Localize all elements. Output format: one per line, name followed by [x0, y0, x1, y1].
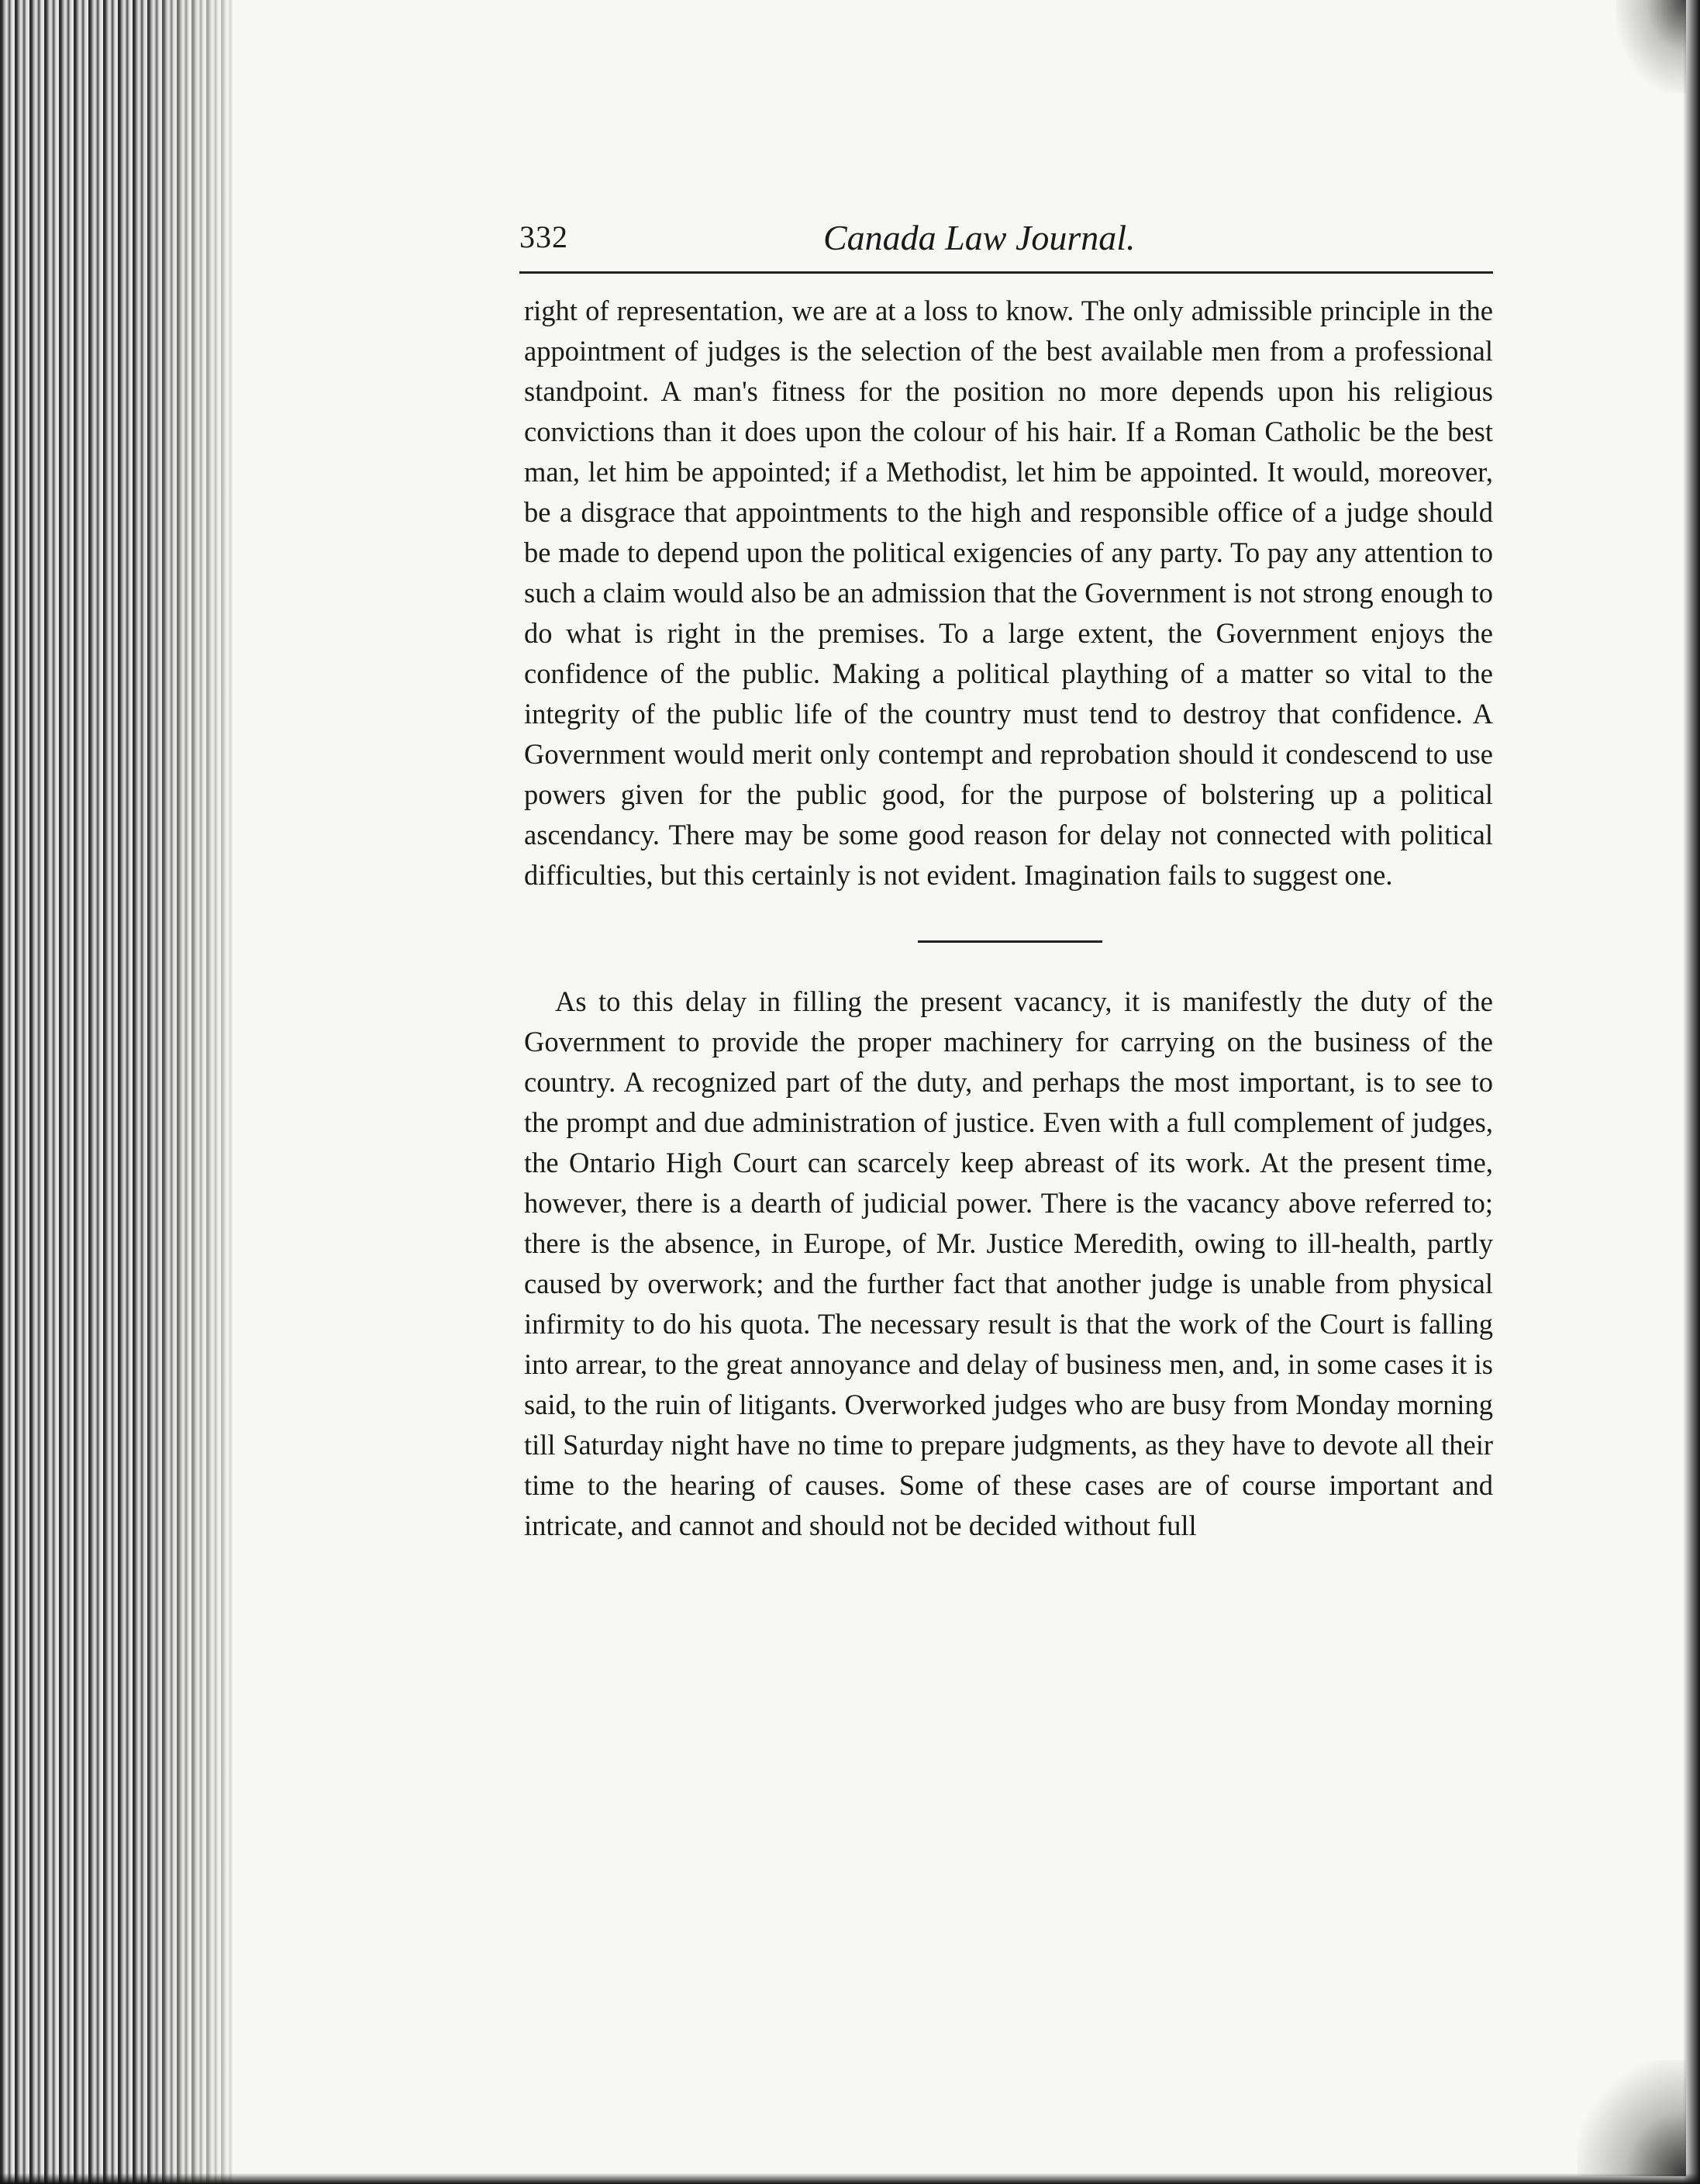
scan-artifact-top-right	[1616, 0, 1686, 93]
section-divider	[918, 940, 1102, 943]
gutter-shadow	[140, 0, 279, 2184]
page-right-edge	[1683, 0, 1700, 2184]
body-paragraph: As to this delay in filling the present vacancy, it is manifestly the duty of the Government to provide the proper machinery for carrying on the business of the country. A recognized part of the duty, and perhaps the most important, is to see to the prompt and due administration of justice. Even with a full complement of judges, the Ontario High Court can scarcely keep abreast of its work. At the present time, however, there is a dearth of judicial power. There is the vacancy above referred to; there is the absence, in Europe, of Mr. Justice Meredith, owing to ill-health, partly caused by overwork; and the further fact that another judge is unable from physical infirmity to do his quota. The necessary result is that the work of the Court is falling into arrear, to the great annoyance and delay of business men, and, in some cases it is said, to the ruin of litigants. Overworked judges who are busy from Monday morning till Saturday night have no time to prepare judgments, as they have to devote all their time to the hearing of causes. Some of these cases are of course important and intricate, and cannot and should not be decided without full	[524, 985, 1493, 1541]
page-number: 332	[519, 219, 568, 254]
page-bottom-edge	[0, 2173, 1700, 2184]
scan-artifact-bottom-right	[1578, 2060, 1686, 2176]
body-paragraph: right of representation, we are at a loss to know. The only admissible principle in the appointment of judges is the selection of the best available men from a professional standpoint. A man's fitness for the position no more depends upon his religious convictions than it does upon the colour of his hair. If a Roman Catholic be the best man, let him be appointed; if a Methodist, let him be appointed. It would, moreover, be a disgrace that appointments to the high and responsible office of a judge should be made to depend upon the political exigencies of any party. To pay any attention to such a claim would also be an admission that the Government is not strong enough to do what is right in the premises. To a large extent, the Government enjoys the confidence of the public. Making a political plaything of a matter so vital to the integrity of the public life of the country must tend to destroy that confidence. A Government would merit only contempt and reprobation should it condescend to use powers given for the public good, for the purpose of bolstering up a political ascendancy. There may be some good reason for delay not connected with political difficulties, but this certainly is not evident. Imagination fails to suggest one.	[524, 295, 1493, 891]
document-page	[519, 217, 1493, 1546]
running-header	[519, 217, 1493, 274]
journal-title: Canada Law Journal.	[823, 218, 1136, 257]
